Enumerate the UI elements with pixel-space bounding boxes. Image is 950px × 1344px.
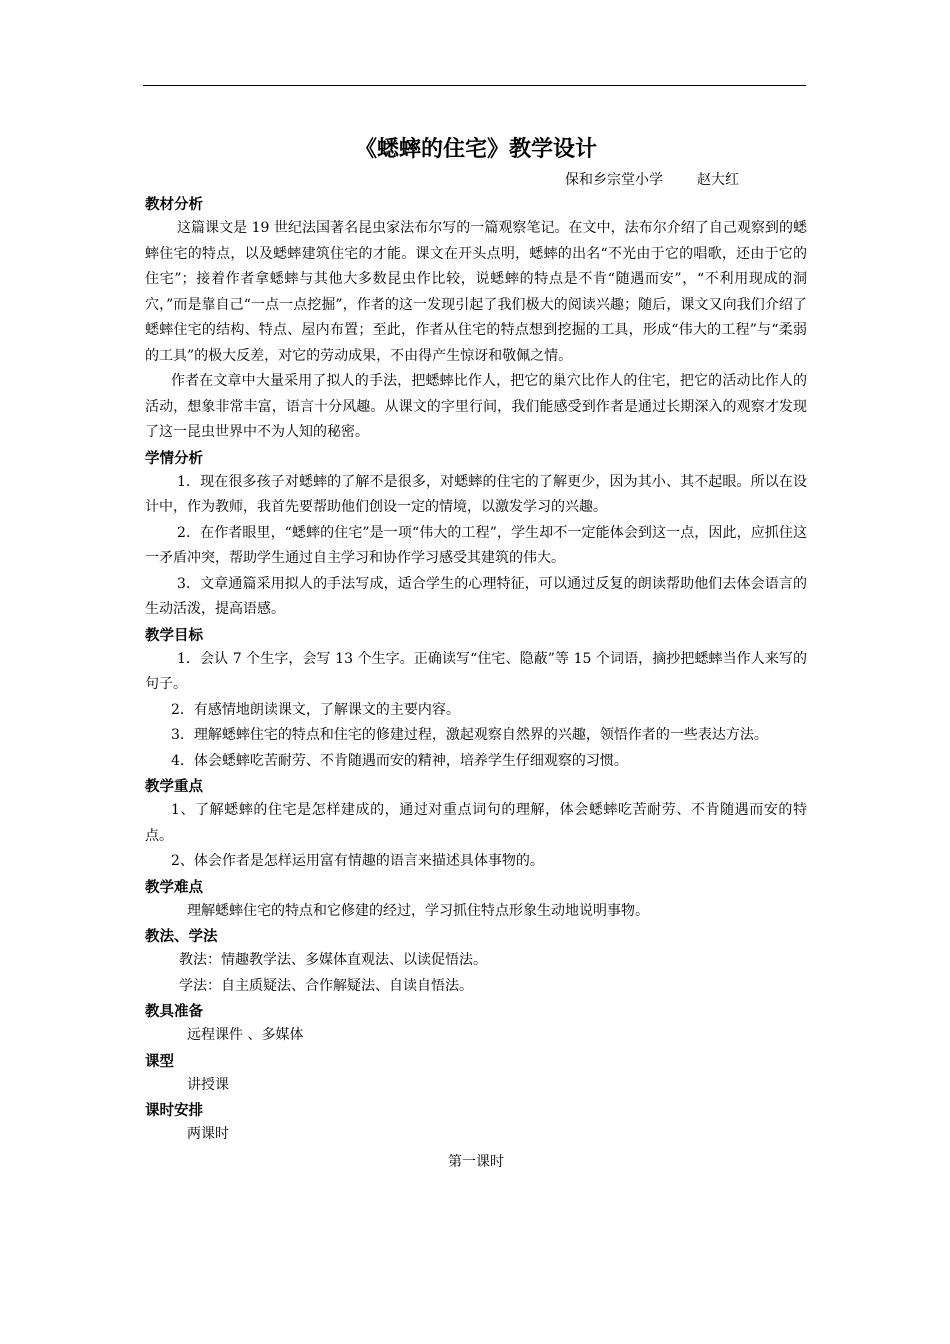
document-body bbox=[145, 132, 807, 1174]
list-item: 2．在作者眼里，“蟋蟀的住宅”是一项“伟大的工程”，学生却不一定能体会到这一点，因此，应抓住这一矛盾冲突，帮助学生通过自主学习和协作学习感受其建筑的伟大。 bbox=[145, 524, 807, 566]
list-item: 4．体会蟋蟀吃苦耐劳、不肯随遇而安的精神，培养学生仔细观察的习惯。 bbox=[171, 752, 628, 769]
section-heading-nandian: 教学难点 bbox=[145, 879, 203, 896]
author-school: 保和乡宗堂小学 bbox=[565, 172, 663, 188]
paragraph: 两课时 bbox=[187, 1126, 229, 1142]
paragraph: 教法：情趣教学法、多媒体直观法、以读促悟法。 bbox=[179, 952, 487, 968]
paragraph: 讲授课 bbox=[187, 1076, 229, 1093]
list-item: 3．理解蟋蟀住宅的特点和住宅的修建过程，激起观察自然界的兴趣，领悟作者的一些表达方法。 bbox=[171, 727, 768, 743]
list-item: 1、了解蟋蟀的住宅是怎样建成的，通过对重点词句的理解，体会蟋蟀吃苦耐劳、不肯随遇而安的特点。 bbox=[145, 802, 807, 844]
section-heading-jiaofa: 教法、学法 bbox=[145, 929, 218, 945]
paragraph: 这篇课文是 19 世纪法国著名昆虫家法布尔写的一篇观察笔记。在文中，法布尔介绍了自己观察到的蟋蟀住宅的特点，以及蟋蟀建筑住宅的才能。课文在开头点明，蟋蟀的出名“不光由于它的唱歌，还由于它的住宅”；接着作者拿蟋蟀与其他大多数昆虫作比较，说蟋蟀的特点是不肯“随遇而安”，“不利用现成的洞穴，”而是靠自己“一点一点挖掘”，作者的这一发现引起了我们极大的阅读兴趣；随后，课文又向我们介绍了蟋蟀住宅的结构、特点、屋内布置；至此，作者从住宅的特点想到挖掘的工具，形成“伟大的工程”与“柔弱的工具”的极大反差，对它的劳动成果，不由得产生惊讶和敬佩之情。 bbox=[145, 220, 807, 364]
section-heading-keshi: 课时安排 bbox=[145, 1103, 203, 1119]
list-item: 2．有感情地朗读课文，了解课文的主要内容。 bbox=[171, 701, 460, 718]
lesson-subtitle: 第一课时 bbox=[448, 1153, 504, 1170]
paragraph: 作者在文章中大量采用了拟人的手法，把蟋蟀比作人，把它的巢穴比作人的住宅，把它的活动比作人的活动，想象非常丰富，语言十分风趣。从课文的字里行间，我们能感受到作者是通过长期深入的观察才发现了这一昆虫世界中不为人知的秘密。 bbox=[145, 373, 807, 440]
list-item: 3．文章通篇采用拟人的手法写成，适合学生的心理特征，可以通过反复的朗读帮助他们去体会语言的生动活泼，提高语感。 bbox=[145, 575, 807, 617]
section-heading-jiaocai: 教材分析 bbox=[145, 197, 203, 213]
paragraph: 学法：自主质疑法、合作解疑法、自读自悟法。 bbox=[179, 977, 473, 994]
section-heading-jiaoju: 教具准备 bbox=[145, 1004, 203, 1020]
section-heading-mubiao: 教学目标 bbox=[145, 627, 203, 644]
author-line bbox=[145, 168, 807, 192]
header-rule bbox=[143, 85, 806, 86]
list-item: 2、体会作者是怎样运用富有情趣的语言来描述具体事物的。 bbox=[171, 853, 544, 869]
author-name: 赵大红 bbox=[697, 172, 739, 188]
document-title: 《蟋蟀的住宅》教学设计 bbox=[354, 137, 597, 162]
section-heading-zhongdian: 教学重点 bbox=[145, 779, 203, 795]
list-item: 1．会认 7 个生字，会写 13 个生字。正确读写“住宅、隐蔽”等 15 个词语，摘抄把蟋蟀当作人来写的句子。 bbox=[145, 650, 807, 692]
paragraph: 理解蟋蟀住宅的特点和它修建的经过，学习抓住特点形象生动地说明事物。 bbox=[187, 902, 649, 919]
section-heading-xueqing: 学情分析 bbox=[145, 450, 203, 467]
list-item: 1．现在很多孩子对蟋蟀的了解不是很多，对蟋蟀的住宅的了解更少，因为其小、其不起眼。所以在设计中，作为教师，我首先要帮助他们创设一定的情境，以激发学习的兴趣。 bbox=[145, 473, 807, 515]
paragraph: 远程课件 、多媒体 bbox=[187, 1027, 304, 1043]
section-heading-kexing: 课型 bbox=[145, 1053, 174, 1070]
